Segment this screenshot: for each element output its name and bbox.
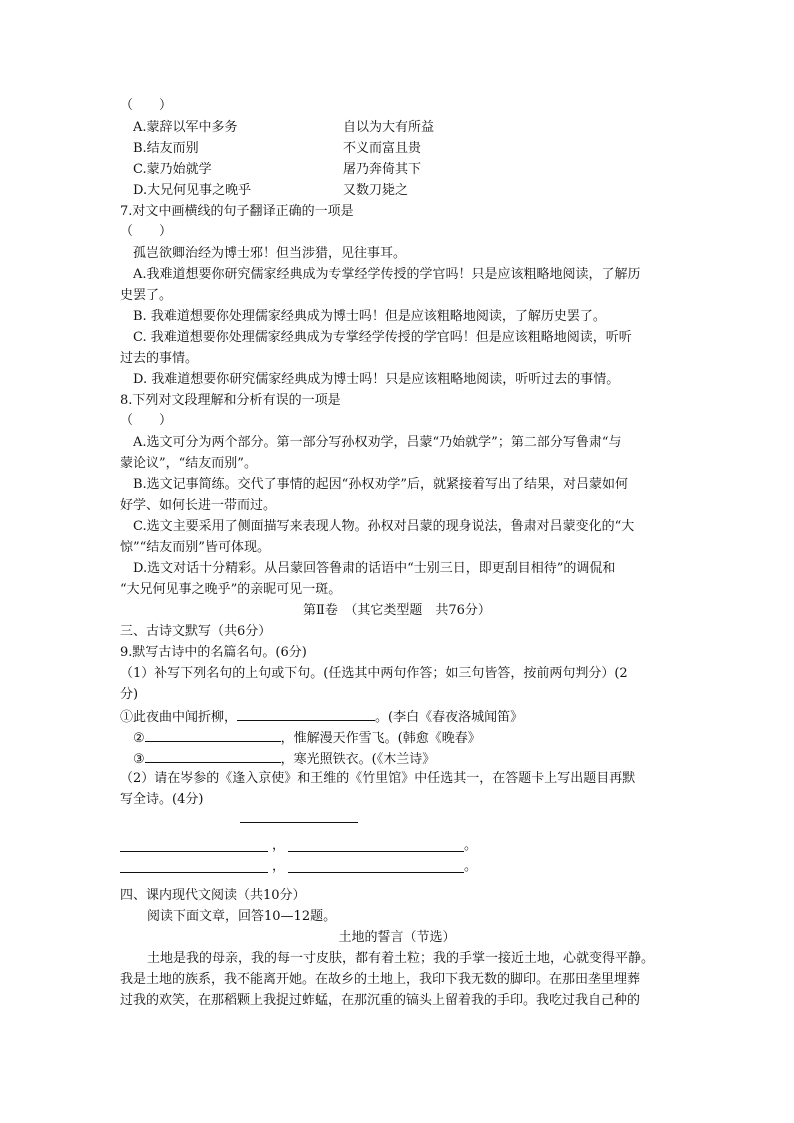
- q8-option-d: D.选文对话十分精彩。从吕蒙回答鲁肃的话语中“士别三日，即更刮目相待”的调侃和: [133, 561, 616, 576]
- q7-option-a: A.我难道想要你研究儒家经典成为专掌经学传授的学官吗！只是应该粗略地阅读，了解历: [133, 267, 641, 282]
- section3-title: 三、古诗文默写（共6分）: [120, 624, 272, 639]
- q6-option-d-right: 又数刀毙之: [343, 183, 409, 198]
- q8-paren: （ ）: [120, 413, 173, 428]
- q6-option-c-left: C.蒙乃始就学: [133, 162, 212, 177]
- q9-item3: ③ ，寒光照铁衣。(《木兰诗》: [133, 748, 435, 770]
- q9-sub2: （2）请在岑参的《逢入京使》和王维的《竹里馆》中任选其一，在答题卡上写出题目再默: [120, 771, 636, 786]
- q6-option-b-right: 不义而富且贵: [343, 141, 422, 156]
- article-line-1: 土地是我的母亲，我的每一寸皮肤，都有着土粒；我的手掌一接近土地，心就变得平静。: [147, 951, 655, 966]
- q9-item1-blank: [237, 706, 375, 721]
- poem-line-1a: [120, 851, 268, 852]
- q9-item1: ①此夜曲中闻折柳， 。(李白《春夜洛城闻笛》: [120, 706, 523, 728]
- poem-comma-1: ，: [272, 838, 286, 853]
- q9-sub1-cont: 分): [120, 687, 139, 702]
- q6-option-b-left: B.结友而别: [133, 141, 199, 156]
- q7-option-a-cont: 史罢了。: [120, 288, 173, 303]
- volume-heading: 第Ⅱ卷 （其它类型题 共76分）: [303, 603, 491, 618]
- poem-period-2: 。: [464, 859, 478, 874]
- q8-option-a-cont: 蒙论议”，“结友而别”。: [120, 456, 257, 471]
- q9-item2: ② ，惟解漫天作雪飞。(韩愈《晚春》: [133, 727, 481, 749]
- section4-instruction: 阅读下面文章，回答10—12题。: [147, 909, 337, 924]
- q7-option-d: D. 我难道想要你研究儒家经典成为博士吗！只是应该粗略地阅读，听听过去的事情。: [133, 372, 620, 387]
- q8-stem: 8.下列对文段理解和分析有误的一项是: [120, 393, 341, 408]
- article-line-2: 我是土地的族系，我不能离开她。在故乡的土地上，我印下我无数的脚印。在那田垄里埋葬: [120, 972, 641, 987]
- q8-option-c: C.选文主要采用了侧面描写来表现人物。孙权对吕蒙的现身说法，鲁肃对吕蒙变化的“大: [133, 519, 635, 534]
- q6-option-a-right: 自以为大有所益: [343, 120, 435, 135]
- q9-title: 9.默写古诗中的名篇名句。(6分): [120, 645, 307, 660]
- q9-sub1: （1）补写下列名句的上句或下句。(任选其中两句作答；如三句皆答，按前两句判分）(2: [120, 666, 628, 681]
- q8-option-d-cont: “大兄何见事之晚乎”的亲昵可见一斑。: [120, 582, 342, 597]
- poem-line-2b: [288, 872, 464, 873]
- q6-option-d-left: D.大兄何见事之晚乎: [133, 183, 252, 198]
- poem-line-1b: [288, 851, 464, 852]
- q7-option-c-cont: 过去的事情。: [120, 351, 199, 366]
- article-line-3: 过我的欢笑，在那稻颗上我捉过蚱蜢，在那沉重的镐头上留着我的手印。我吃过我自己种的: [120, 993, 641, 1008]
- q8-option-a: A.选文可分为两个部分。第一部分写孙权劝学，吕蒙“乃始就学”；第二部分写鲁肃“与: [133, 435, 622, 450]
- section4-title: 四、课内现代文阅读（共10分）: [120, 888, 306, 903]
- q7-paren: （ ）: [120, 224, 173, 239]
- q6-paren: （ ）: [120, 98, 173, 113]
- q9-item2-blank: [145, 727, 281, 742]
- article-title: 土地的誓言（节选）: [338, 930, 456, 945]
- poem-line-2a: [120, 872, 268, 873]
- q8-option-b: B.选文记事简练。交代了事情的起因“孙权劝学”后，就紧接着写出了结果，对吕蒙如何: [133, 477, 628, 492]
- q8-option-c-cont: 惊”“结友而别”皆可体现。: [120, 540, 270, 555]
- poem-period-1: 。: [464, 838, 478, 853]
- q6-option-c-right: 屠乃奔倚其下: [343, 162, 422, 177]
- q6-option-a-left: A.蒙辞以军中多务: [133, 120, 238, 135]
- q8-option-b-cont: 好学、如何长进一带而过。: [120, 498, 277, 513]
- q9-item3-blank: [145, 748, 281, 763]
- q7-option-c: C. 我难道想要你处理儒家经典成为专掌经学传授的学官吗！但是应该粗略地阅读，听听: [133, 330, 632, 345]
- poem-title-line: [240, 822, 358, 823]
- poem-comma-2: ，: [272, 859, 286, 874]
- q7-option-b: B. 我难道想要你处理儒家经典成为博士吗！但是应该粗略地阅读，了解历史罢了。: [133, 309, 606, 324]
- q9-sub2-cont: 写全诗。(4分): [120, 792, 204, 807]
- q7-stem: 7.对文中画横线的句子翻译正确的一项是: [120, 204, 354, 219]
- q7-sentence: 孤岂欲卿治经为博士邪！但当涉猎，见往事耳。: [133, 246, 407, 261]
